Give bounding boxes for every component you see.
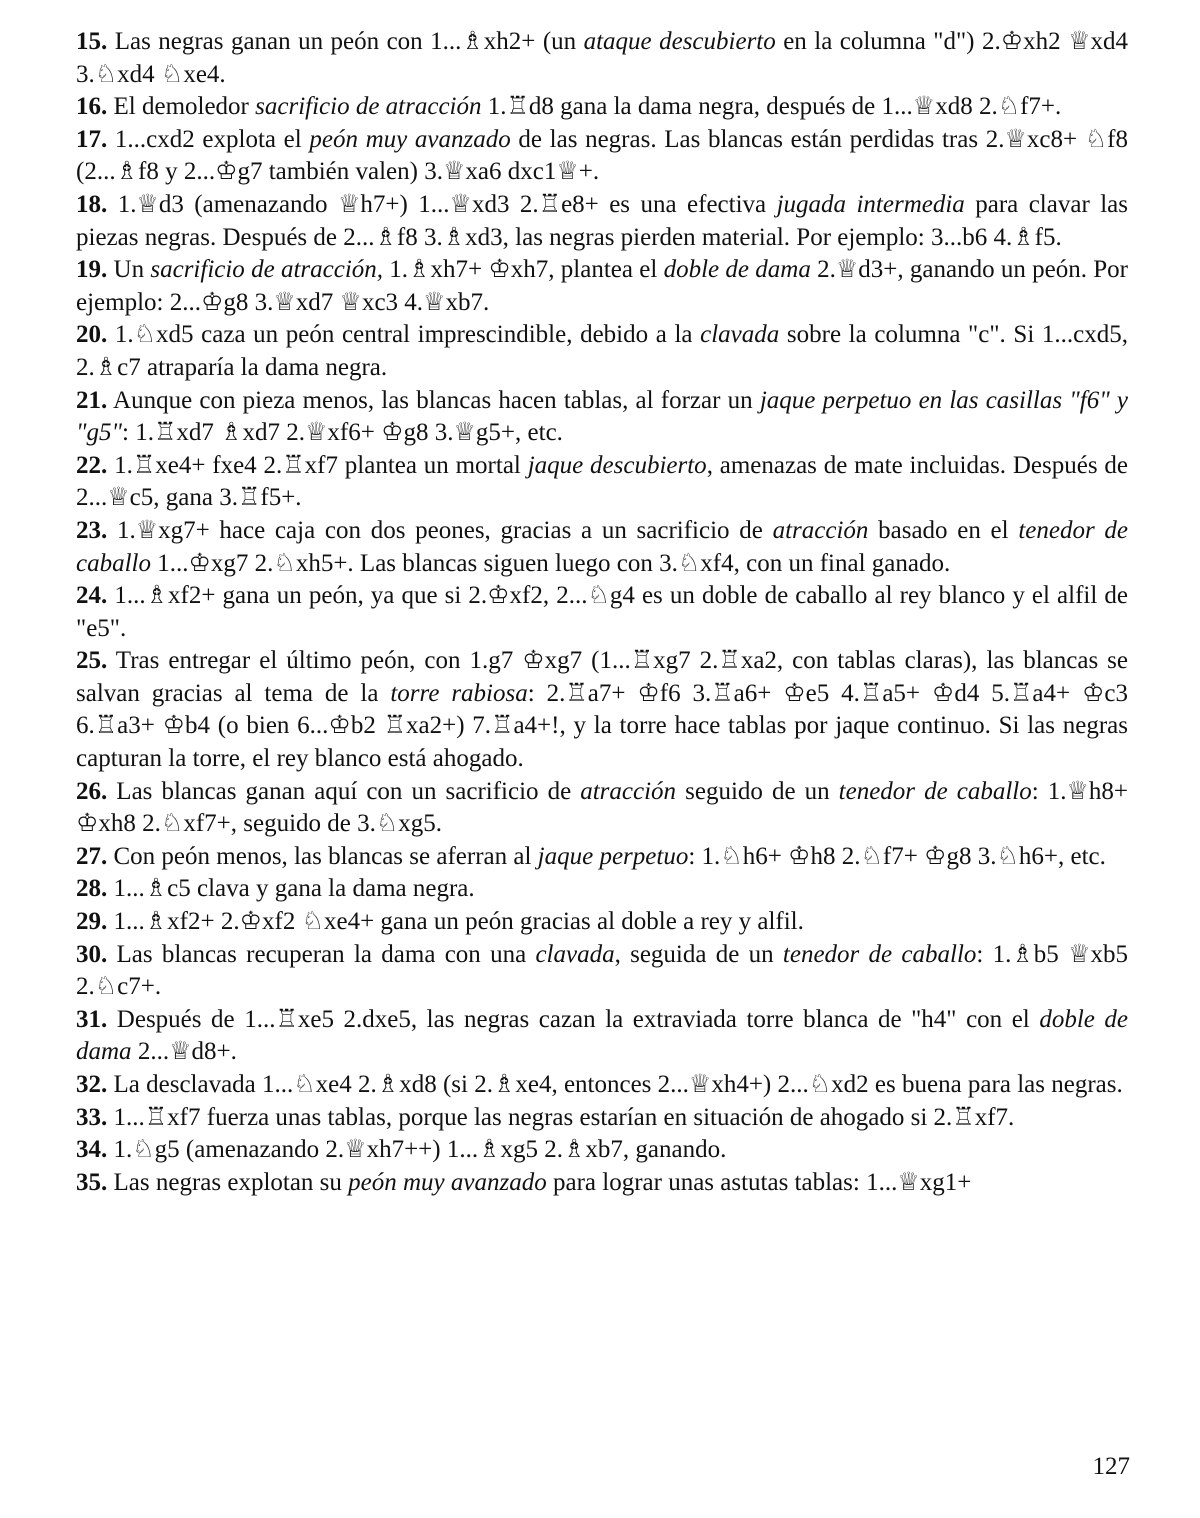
solution-entry (76, 645, 1128, 775)
solution-entry (76, 906, 1128, 939)
solution-text: basado en el (868, 516, 1019, 544)
solution-number: 32. (76, 1071, 108, 1098)
solution-term: doble de dama (76, 1005, 1128, 1066)
solution-term: tenedor de caballo (782, 940, 977, 968)
solution-entry (76, 873, 1128, 906)
solution-text: Aunque con pieza menos, las blancas hacen tablas, al forzar un (107, 386, 760, 414)
solution-text: 1...cxd2 explota el (107, 125, 310, 153)
solution-number: 17. (76, 125, 108, 153)
solution-entry (76, 776, 1128, 841)
solution-number: 15. (76, 28, 108, 55)
solution-term: jaque perpetuo en las casillas "f6" y "g5" (76, 386, 1128, 447)
solution-number: 18. (76, 190, 108, 218)
solution-text: Después de 1...♖xe5 2.dxe5, las negras cazan la extraviada torre blanca de "h4" con el (107, 1005, 1040, 1033)
solution-term: tenedor de caballo (76, 516, 1129, 577)
solution-entry (76, 385, 1128, 450)
solution-text: 1.♖d8 gana la dama negra, después de 1...♕xd8 2.♘f7+. (481, 93, 1062, 121)
solution-text: Las negras ganan un peón con 1...♗xh2+ (un (107, 28, 584, 55)
solution-term: jugada intermedia (776, 190, 965, 218)
solution-number: 31. (76, 1005, 108, 1033)
solution-entry (76, 124, 1128, 189)
solution-entry (76, 91, 1128, 124)
solution-entry (76, 1167, 1128, 1200)
solution-text: 1...♖xf7 fuerza unas tablas, porque las negras estarían en situación de ahogado si 2.♖xf7. (107, 1103, 1015, 1131)
solution-entry (76, 841, 1128, 874)
solution-term: torre rabiosa (390, 679, 528, 707)
solution-text: Tras entregar el último peón, con 1.g7 ♔xg7 (1...♖xg7 2.♖xa2, con tablas claras), las blancas se salvan gracias al tema de la (76, 647, 1128, 707)
solution-text: 2.♕d3+, ganando un peón. Por ejemplo: 2...♔g8 3.♕xd7 ♕xc3 4.♕xb7. (76, 256, 1128, 316)
solution-text: Con peón menos, las blancas se aferran al (107, 842, 538, 870)
solution-term: peón muy avanzado (348, 1168, 547, 1196)
solution-number: 16. (76, 93, 108, 121)
solution-text: 1.♕xg7+ hace caja con dos peones, gracias a un sacrificio de (107, 516, 773, 544)
solution-entry (76, 1004, 1128, 1069)
solution-text: 2...♕d8+. (131, 1038, 237, 1066)
solution-term: peón muy avanzado (309, 125, 511, 153)
solution-term: clavada (700, 321, 780, 349)
solution-number: 21. (76, 386, 108, 414)
solution-entry (76, 450, 1128, 515)
solution-term: sacrificio de atracción (255, 93, 482, 121)
solution-text: , seguida de un (614, 940, 783, 968)
solution-text: Las blancas recuperan la dama con una (107, 940, 536, 968)
solution-number: 30. (76, 940, 108, 968)
solution-term: sacrificio de atracción, (150, 256, 384, 284)
solution-text: : 1.♘h6+ ♔h8 2.♘f7+ ♔g8 3.♘h6+, etc. (688, 842, 1106, 870)
solution-entry (76, 189, 1128, 254)
solution-entry (76, 1134, 1128, 1167)
solution-entry (76, 319, 1128, 384)
solution-term: clavada (535, 940, 615, 968)
solution-entry (76, 1069, 1128, 1102)
solution-number: 27. (76, 842, 108, 870)
solution-term: atracción (580, 777, 677, 805)
solution-entry (76, 1102, 1128, 1135)
solution-number: 34. (76, 1136, 108, 1164)
solution-number: 24. (76, 582, 108, 610)
solution-text: : 1.♗b5 ♕xb5 2.♘c7+. (76, 940, 1128, 1001)
solution-text: sobre la columna "c". Si 1...cxd5, 2.♗c7 atraparía la dama negra. (76, 321, 1128, 381)
solution-number: 29. (76, 908, 108, 936)
solution-number: 23. (76, 516, 108, 544)
solution-text: 1...♗c5 clava y gana la dama negra. (107, 875, 475, 903)
solution-text: 1.♘xd5 caza un peón central imprescindible, debido a la (107, 321, 701, 349)
solution-text: 1...♗xf2+ 2.♔xf2 ♘xe4+ gana un peón gracias al doble a rey y alfil. (107, 908, 804, 936)
solution-term: tenedor de caballo (838, 777, 1032, 805)
solution-text: 1.♗xh7+ ♔xh7, plantea el (383, 256, 664, 284)
solution-text: 1.♘g5 (amenazando 2.♕xh7++) 1...♗xg5 2.♗xb7, ganando. (107, 1136, 727, 1164)
solution-number: 22. (76, 451, 108, 479)
solution-number: 35. (76, 1168, 108, 1196)
solution-number: 19. (76, 256, 108, 284)
solution-text: : 1.♕h8+ ♔xh8 2.♘xf7+, seguido de 3.♘xg5. (76, 777, 1128, 838)
solution-term: doble de dama (663, 256, 811, 284)
solution-number: 26. (76, 777, 108, 805)
page-number: 127 (1092, 1453, 1130, 1480)
solution-text: La desclavada 1...♘xe4 2.♗xd8 (si 2.♗xe4, entonces 2...♕xh4+) 2...♘xd2 es buena para las negras. (107, 1071, 1123, 1098)
solution-text: 1.♖xe4+ fxe4 2.♖xf7 plantea un mortal (107, 451, 528, 479)
solution-text: de las negras. Las blancas están perdidas tras 2.♕xc8+ ♘f8 (2...♗f8 y 2...♔g7 también valen) 3.♕xa6 dxc1♕+. (76, 125, 1128, 186)
solution-text: 1...♔xg7 2.♘xh5+. Las blancas siguen luego con 3.♘xf4, con un final ganado. (151, 549, 951, 577)
solution-number: 33. (76, 1103, 108, 1131)
solution-term: atracción (772, 516, 869, 544)
solution-text: , amenazas de mate incluidas. Después de 2...♕c5, gana 3.♖f5+. (76, 451, 1128, 512)
solution-text: seguido de un (676, 777, 839, 805)
solution-text: Las blancas ganan aquí con un sacrificio de (107, 777, 581, 805)
solution-entry (76, 26, 1128, 91)
solution-text: para clavar las piezas negras. Después de 2...♗f8 3.♗xd3, las negras pierden material. Por ejemplo: 3...b6 4.♗f5. (76, 190, 1128, 251)
solution-term: jaque perpetuo (537, 842, 689, 870)
solution-text: para lograr unas astutas tablas: 1...♕xg1+ (546, 1168, 972, 1196)
solution-text: Un (107, 256, 151, 284)
solution-entry (76, 515, 1128, 580)
solution-entry (76, 254, 1128, 319)
solution-text: 1.♕d3 (amenazando ♕h7+) 1...♕xd3 2.♖e8+ es una efectiva (107, 190, 777, 218)
solution-number: 20. (76, 321, 108, 349)
solution-term: jaque descubierto (527, 451, 707, 479)
solution-text: : 1.♖xd7 ♗xd7 2.♕xf6+ ♔g8 3.♕g5+, etc. (122, 419, 563, 447)
solution-text: : 2.♖a7+ ♔f6 3.♖a6+ ♔e5 4.♖a5+ ♔d4 5.♖a4+ ♔c3 6.♖a3+ ♔b4 (o bien 6...♔b2 ♖xa2+) 7.♖a4+!, y la torre hace tablas por jaque continuo. Si las negras capturan la torre, el rey blanco está ahogado. (76, 679, 1129, 773)
solution-text: 1...♗xf2+ gana un peón, ya que si 2.♔xf2, 2...♘g4 es un doble de caballo al rey blanco y el alfil de "e5". (76, 582, 1128, 642)
solution-text: en la columna "d") 2.♔xh2 ♕xd4 3.♘xd4 ♘xe4. (76, 28, 1128, 88)
solution-number: 25. (76, 647, 108, 675)
solution-number: 28. (76, 875, 108, 903)
solution-text: Las negras explotan su (107, 1168, 349, 1196)
solutions-text (76, 26, 1128, 1199)
solution-entry (76, 580, 1128, 645)
solution-entry (76, 939, 1128, 1004)
solution-term: ataque descubierto (583, 28, 776, 55)
solution-text: El demoledor (107, 93, 256, 121)
